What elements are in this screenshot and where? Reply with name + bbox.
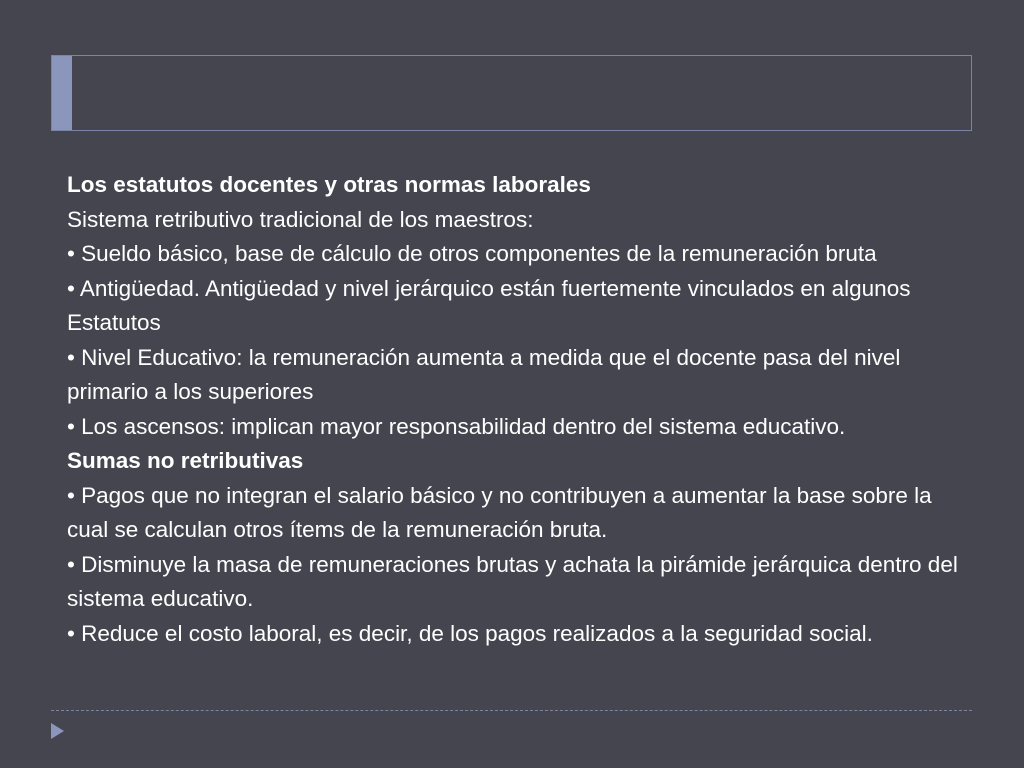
intro-text: Sistema retributivo tradicional de los maestros: <box>67 206 534 232</box>
bullet-sueldo-basico: • Sueldo básico, base de cálculo de otros componentes de la remuneración bruta <box>67 241 877 266</box>
section-heading-sumas: Sumas no retributivas <box>67 448 304 473</box>
section-heading-estatutos: Los estatutos docentes y otras normas laborales <box>67 172 591 197</box>
bullet-antiguedad: • Antigüedad. Antigüedad y nivel jerárquico están fuertemente vinculados en algunos Estatutos <box>67 275 911 335</box>
bullet-ascensos: • Los ascensos: implican mayor responsabilidad dentro del sistema educativo. <box>67 413 846 439</box>
play-triangle-icon[interactable] <box>51 723 64 739</box>
bullet-nivel-educativo: • Nivel Educativo: la remuneración aumenta a medida que el docente pasa del nivel primario a los superiores <box>67 344 901 404</box>
bullet-disminuye: • Disminuye la masa de remuneraciones brutas y achata la pirámide jerárquica dentro del sistema educativo. <box>67 551 958 611</box>
slide-body <box>67 168 967 651</box>
footer-divider <box>51 710 972 711</box>
title-accent-bar <box>52 56 72 130</box>
bullet-reduce-costo: • Reduce el costo laboral, es decir, de los pagos realizados a la seguridad social. <box>67 620 873 646</box>
bullet-pagos: • Pagos que no integran el salario básico y no contribuyen a aumentar la base sobre la cual se calculan otros ítems de la remuneración bruta. <box>67 482 932 542</box>
slide-title-box <box>51 55 972 131</box>
